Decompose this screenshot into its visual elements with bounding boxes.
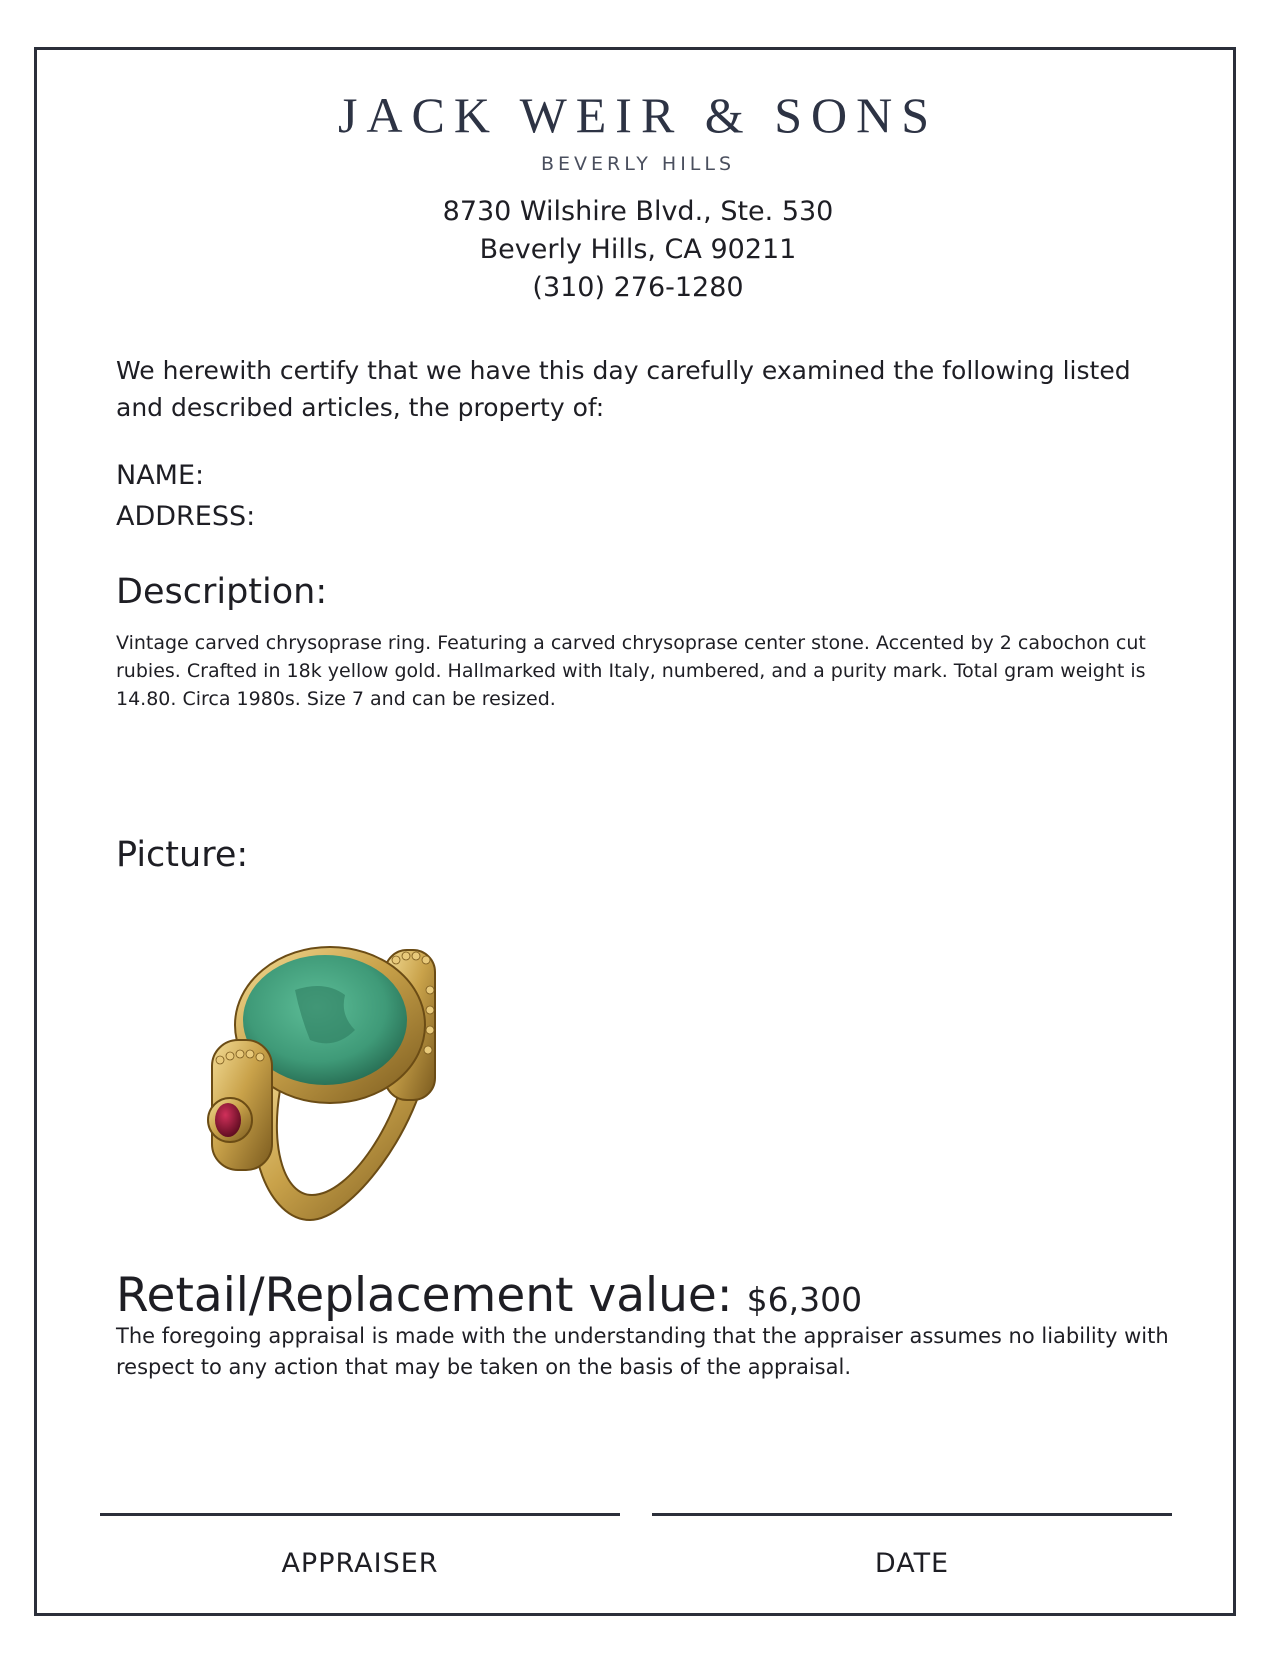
valuation-amount: $6,300 (746, 1280, 863, 1319)
appraiser-label: APPRAISER (281, 1548, 439, 1579)
ring-photo (200, 930, 480, 1230)
date-signature-line (652, 1513, 1172, 1516)
address-line-1: 8730 Wilshire Blvd., Ste. 530 (442, 196, 834, 227)
name-label: NAME: (116, 460, 205, 491)
address-label: ADDRESS: (116, 501, 256, 532)
address-line-2: Beverly Hills, CA 90211 (479, 234, 797, 265)
certification-statement: We herewith certify that we have this day carefully examined the following listed and described articles, the property of: (116, 356, 1131, 422)
valuation-row (116, 1268, 862, 1323)
disclaimer-text: The foregoing appraisal is made with the understanding that the appraiser assumes no liability with respect to any action that may be taken on the basis of the appraisal. (116, 1324, 1169, 1379)
picture-heading: Picture: (116, 835, 249, 875)
description-heading: Description: (116, 572, 328, 612)
brand-logo: JACK WEIR & SONS (337, 87, 939, 143)
date-label: DATE (874, 1548, 950, 1579)
appraiser-signature-line (100, 1513, 620, 1516)
description-text: Vintage carved chrysoprase ring. Featuring a carved chrysoprase center stone. Accented by 2 cabochon cut rubies. Crafted in 18k yellow gold. Hallmarked with Italy, numbered, and a purity mark. Total gram weight is 14.80. Circa 1980s. Size 7 and can be resized. (116, 632, 1146, 710)
brand-location: BEVERLY HILLS (540, 153, 736, 175)
valuation-label: Retail/Replacement value: (116, 1268, 733, 1323)
phone-number: (310) 276-1280 (532, 272, 744, 303)
